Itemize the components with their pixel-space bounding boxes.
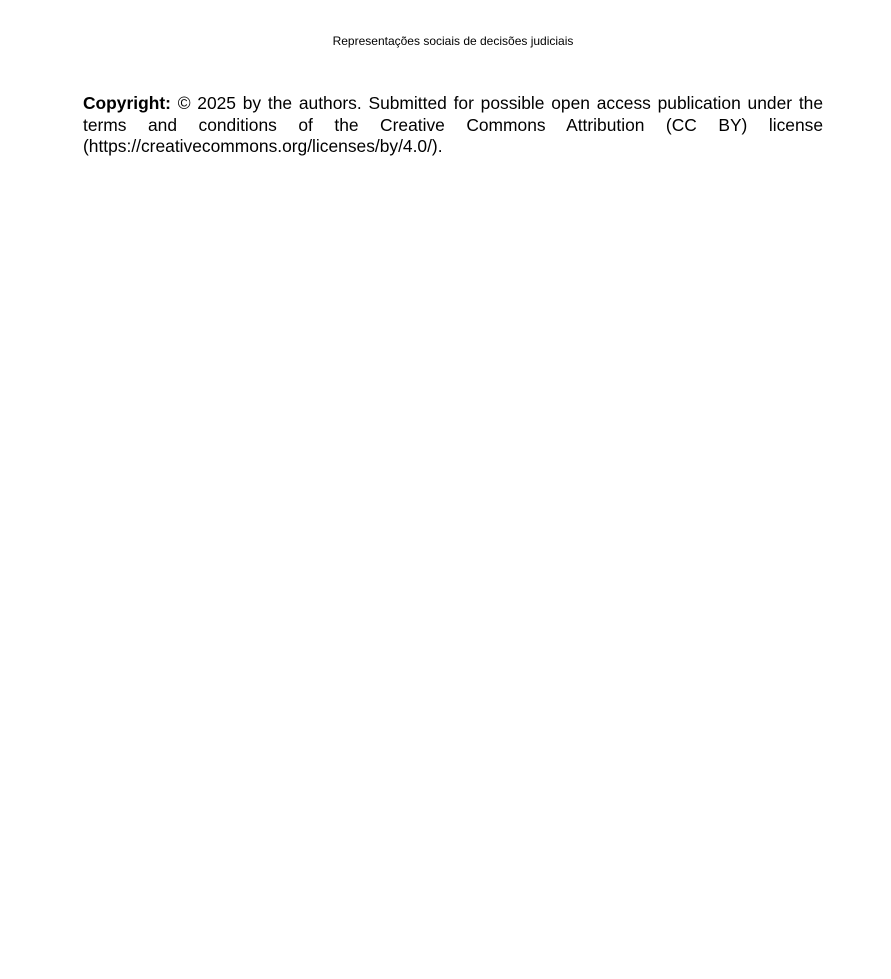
- copyright-label: Copyright:: [83, 93, 171, 113]
- copyright-text: © 2025 by the authors. Submitted for possible open access publication under the terms and conditions of the Creative Commons Attribution (CC BY) license (https://creativecommons.org/licenses/by/4.0/).: [83, 93, 823, 157]
- running-header: Representações sociais de decisões judiciais: [332, 34, 574, 48]
- copyright-notice: [83, 93, 823, 158]
